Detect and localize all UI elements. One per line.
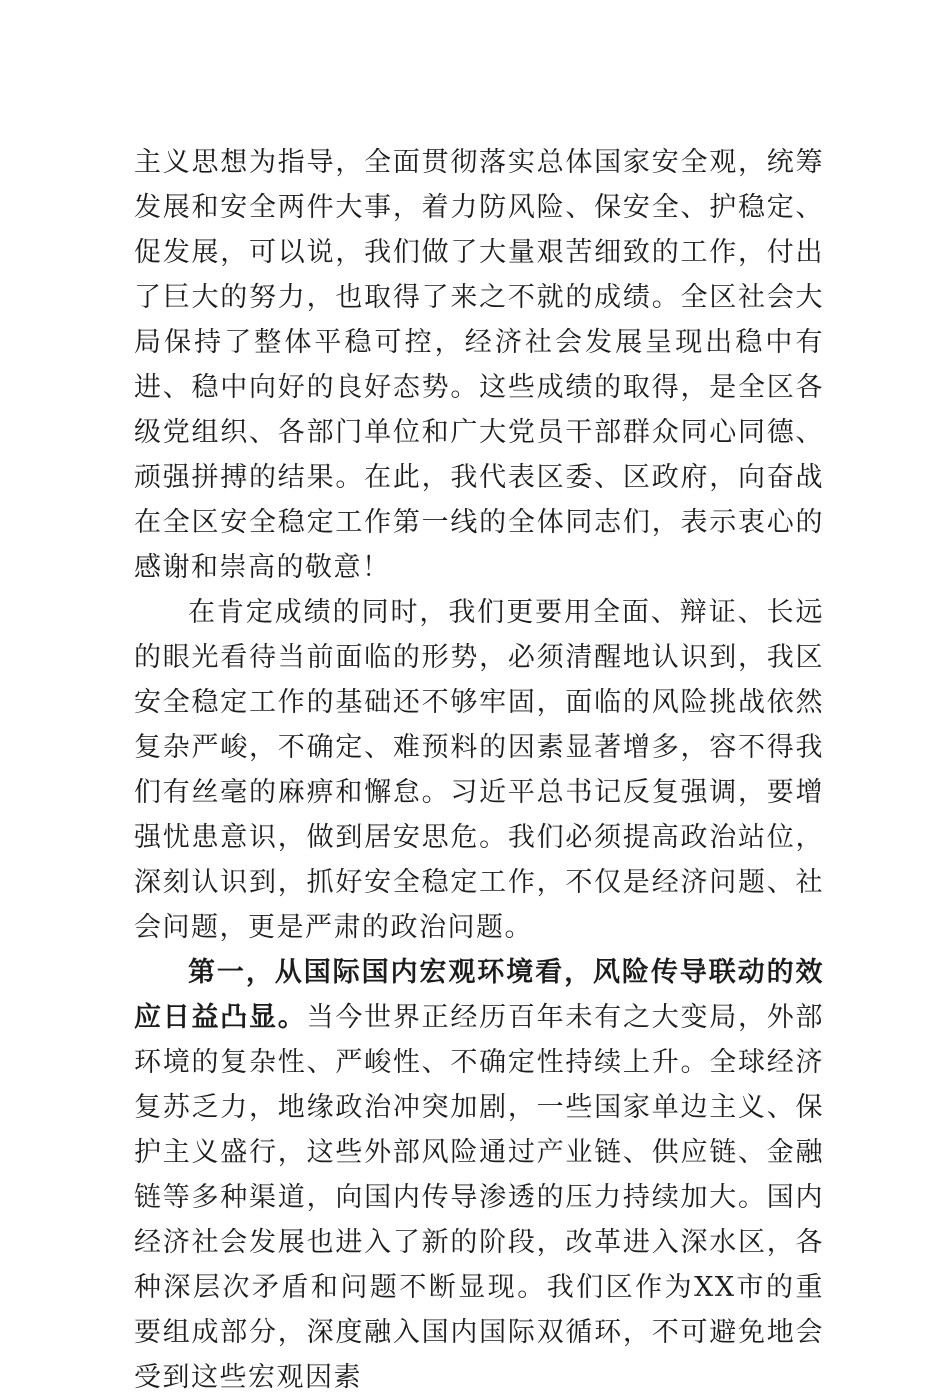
paragraph-situation — [134, 590, 824, 950]
document-body — [134, 140, 824, 1400]
paragraph-text: 在肯定成绩的同时，我们更要用全面、辩证、长远的眼光看待当前面临的形势，必须清醒地认识到，我区安全稳定工作的基础还不够牢固，面临的风险挑战依然复杂严峻，不确定、难预料的因素显著增多，容不得我们有丝毫的麻痹和懈怠。习近平总书记反复强调，要增强忧患意识，做到居安思危。我们必须提高政治站位，深刻认识到，抓好安全稳定工作，不仅是经济问题、社会问题，更是严肃的政治问题。 — [134, 597, 824, 943]
paragraph-text: 当今世界正经历百年未有之大变局，外部环境的复杂性、严峻性、不确定性持续上升。全球经济复苏乏力，地缘政治冲突加剧，一些国家单边主义、保护主义盛行，这些外部风险通过产业链、供应链、金融链等多种渠道，向国内传导渗透的压力持续加大。国内经济社会发展也进入了新的阶段，改革进入深水区，各种深层次矛盾和问题不断显现。我们区作为XX市的重要组成部分，深度融入国内国际双循环，不可避免地会受到这些宏观因素 — [134, 1002, 825, 1393]
paragraph-achievements — [134, 140, 824, 590]
paragraph-lead-sentence: 第一，从国际国内宏观环境看，风险传导联动的效应日益凸显。 — [134, 957, 824, 1033]
paragraph-point-one — [134, 950, 824, 1400]
paragraph-text: 主义思想为指导，全面贯彻落实总体国家安全观，统筹发展和安全两件大事，着力防风险、保安全、护稳定、促发展，可以说，我们做了大量艰苦细致的工作，付出了巨大的努力，也取得了来之不就的成绩。全区社会大局保持了整体平稳可控，经济社会发展呈现出稳中有进、稳中向好的良好态势。这些成绩的取得，是全区各级党组织、各部门单位和广大党员干部群众同心同德、顽强拼搏的结果。在此，我代表区委、区政府，向奋战在全区安全稳定工作第一线的全体同志们，表示衷心的感谢和崇高的敬意！ — [134, 147, 824, 583]
